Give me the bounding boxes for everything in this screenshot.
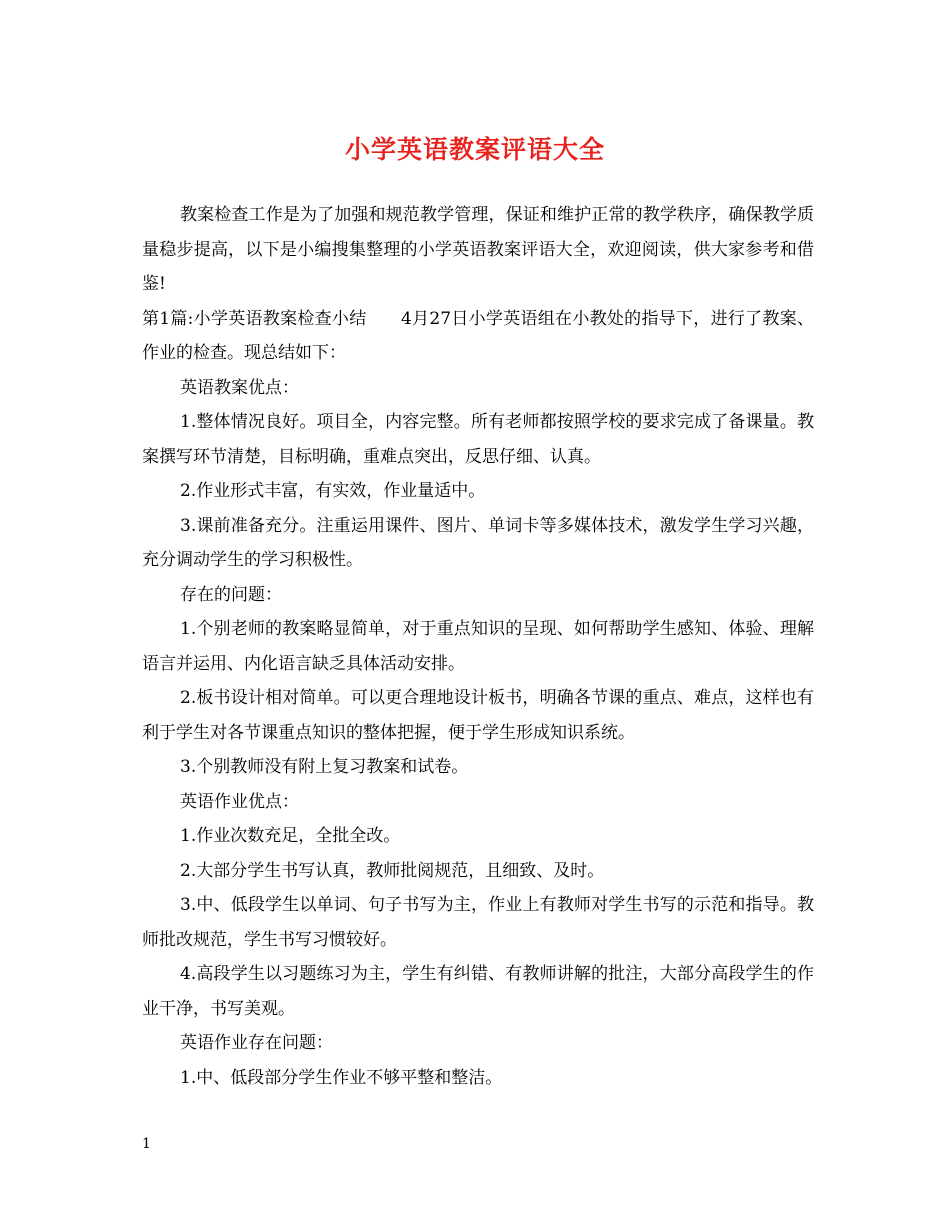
paragraph-strength-2: 2.作业形式丰富，有实效，作业量适中。: [180, 481, 486, 501]
paragraph-homework-problem-1: 1.中、低段部分学生作业不够平整和整洁。: [180, 1067, 503, 1088]
paragraph-strength-1: 1.整体情况良好。项目全，内容完整。所有老师都按照学校的要求完成了备课量。教案撰写环节清楚，目标明确，重难点突出，反思仔细、认真。: [142, 412, 814, 467]
paragraph-homework-strength-3: 3.中、低段学生以单词、句子书写为主，作业上有教师对学生书写的示范和指导。教师批改规范，学生书写习惯较好。: [142, 895, 814, 950]
paragraph-problems-heading: 存在的问题：: [180, 584, 282, 605]
paragraph-homework-strength-2: 2.大部分学生书写认真，教师批阅规范，且细致、及时。: [180, 860, 605, 881]
paragraph-homework-strength-1: 1.作业次数充足，全批全改。: [180, 826, 401, 846]
paragraph-homework-problems-heading: 英语作业存在问题：: [180, 1033, 333, 1053]
paragraph-homework-strength-4: 4.高段学生以习题练习为主，学生有纠错、有教师讲解的批注，大部分高段学生的作业干净，书写美观。: [142, 964, 814, 1019]
paragraph-problem-1: 1.个别老师的教案略显简单，对于重点知识的呈现、如何帮助学生感知、体验、理解语言并运用、内化语言缺乏具体活动安排。: [142, 619, 814, 674]
paragraph-section-heading: 第1篇:小学英语教案检查小结 4月27日小学英语组在小教处的指导下，进行了教案、作业的检查。现总结如下：: [142, 308, 814, 363]
document-title: 小学英语教案评语大全: [344, 135, 605, 164]
paragraph-strength-3: 3.课前准备充分。注重运用课件、图片、单词卡等多媒体技术，激发学生学习兴趣，充分调动学生的学习积极性。: [142, 515, 814, 570]
paragraph-homework-strengths-heading: 英语作业优点：: [180, 791, 299, 812]
page-number: 1: [142, 1136, 151, 1152]
document-body: [142, 198, 814, 1095]
paragraph-problem-2: 2.板书设计相对简单。可以更合理地设计板书，明确各节课的重点、难点，这样也有利于学生对各节课重点知识的整体把握，便于学生形成知识系统。: [142, 688, 814, 743]
paragraph-lesson-plan-strengths-heading: 英语教案优点：: [180, 377, 299, 398]
paragraph-intro: 教案检查工作是为了加强和规范教学管理，保证和维护正常的教学秩序，确保教学质量稳步提高，以下是小编搜集整理的小学英语教案评语大全，欢迎阅读，供大家参考和借鉴!: [142, 205, 814, 294]
paragraph-problem-3: 3.个别教师没有附上复习教案和试卷。: [180, 757, 469, 777]
